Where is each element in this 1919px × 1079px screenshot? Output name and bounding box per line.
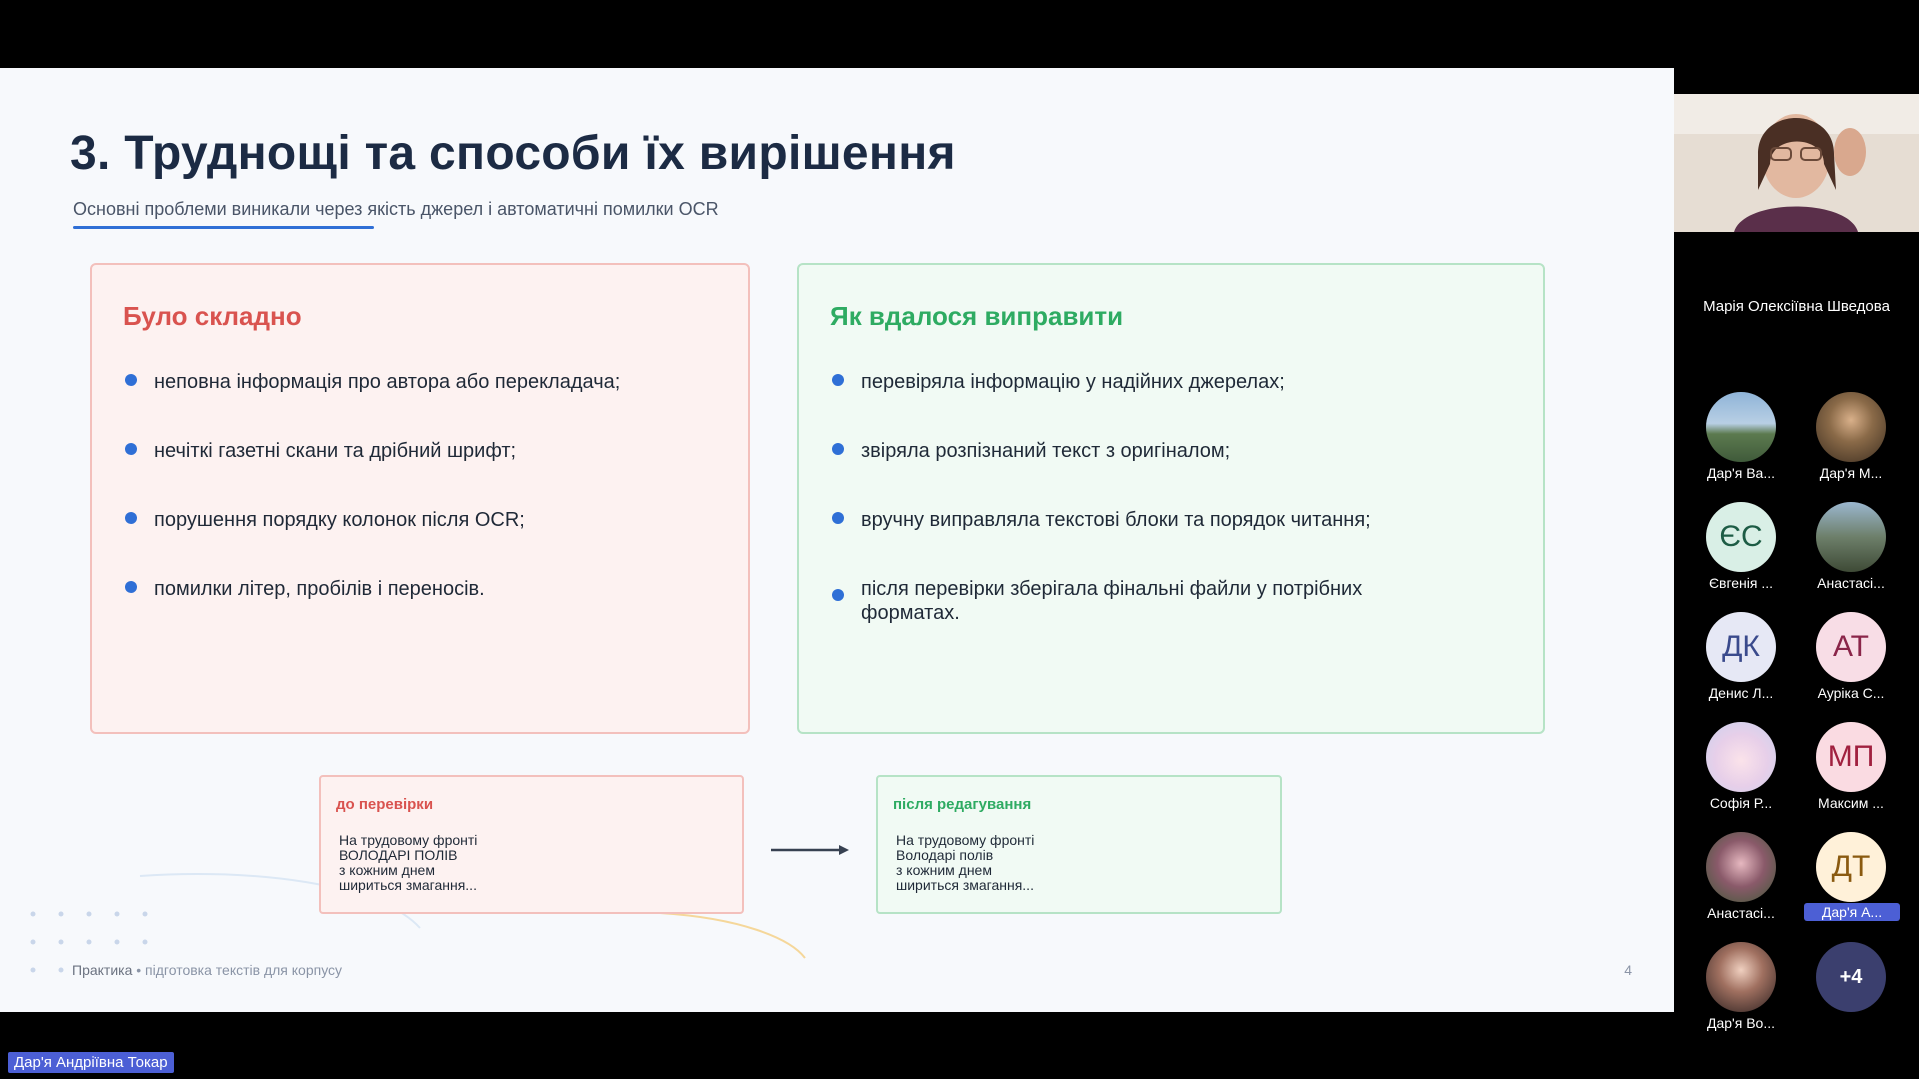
bullet-icon [125,581,137,593]
participant-avatar: ЄС [1706,502,1776,572]
before-line: На трудовому фронті [339,832,478,848]
bullet-icon [125,374,137,386]
shared-slide [0,68,1674,1012]
before-line: з кожним днем [339,862,435,878]
before-text [339,833,477,893]
solution-item [830,370,1513,394]
footer-section: Практика [72,962,133,978]
participant-avatar: ДТ [1816,832,1886,902]
bullet-icon [125,443,137,455]
participant-name: Анастасі... [1707,905,1775,921]
before-sample [319,775,744,914]
solutions-heading: Як вдалося виправити [830,301,1124,331]
solutions-panel [797,263,1545,734]
after-line: з кожним днем [896,862,992,878]
active-speaker-tag: Дар'я Андріївна Токар [8,1052,174,1073]
participant-avatar: МП [1816,722,1886,792]
problems-panel [90,263,750,734]
slide-title: 3. Труднощі та способи їх вирішення [70,127,956,180]
problem-text: нечіткі газетні скани та дрібний шрифт; [154,440,517,462]
participant-name: Денис Л... [1708,685,1774,701]
participant-avatar [1706,392,1776,462]
participant-name: Дар'я М... [1819,465,1883,481]
participant-avatar [1706,942,1776,1012]
after-line: шириться змагання... [896,877,1034,893]
participant-tile[interactable] [1796,722,1906,812]
participant-avatar [1816,502,1886,572]
before-label: до перевірки [336,796,434,813]
participant-tile[interactable] [1686,392,1796,482]
participant-name: Ауріка С... [1817,685,1885,701]
after-label: після редагування [893,796,1032,813]
bullet-icon [832,443,844,455]
problem-text: порушення порядку колонок після OCR; [154,509,525,531]
after-text [896,833,1034,893]
participant-tile[interactable] [1686,502,1796,592]
participant-tile[interactable] [1796,502,1906,592]
bullet-icon [125,512,137,524]
bullet-icon [832,374,844,386]
page-number: 4 [1624,962,1632,978]
solution-text: перевіряла інформацію у надійних джерелах; [861,371,1285,393]
problem-item [123,577,718,601]
participant-avatar [1706,832,1776,902]
bullet-icon [832,589,844,601]
after-sample [876,775,1282,914]
participant-avatar: АТ [1816,612,1886,682]
solutions-list [830,370,1513,670]
participant-tile[interactable] [1796,392,1906,482]
subtitle-underline [73,226,374,229]
arrow-right-icon [771,843,851,857]
problem-item [123,439,718,463]
participant-name: Максим ... [1818,795,1884,811]
participant-avatar [1816,392,1886,462]
problem-item [123,508,718,532]
after-line: Володарі полів [896,847,994,863]
speaker-name: Марія Олексіївна Шведова [1703,298,1890,315]
problems-heading: Було складно [123,301,302,331]
participant-name: Софія Р... [1709,795,1773,811]
problem-text: помилки літер, пробілів і переносів. [154,578,485,600]
solution-text: звіряла розпізнаний текст з оригіналом; [861,440,1231,462]
participant-tile[interactable] [1686,612,1796,702]
participant-name: Дар'я А... [1804,903,1900,921]
before-line: шириться змагання... [339,877,477,893]
more-participants-button[interactable] [1796,942,1906,1032]
bullet-icon [832,512,844,524]
participant-tile[interactable] [1686,832,1796,922]
participant-name: Анастасі... [1817,575,1885,591]
speaker-video[interactable] [1674,94,1919,232]
speaker-video-image [1674,94,1919,232]
more-participants-badge: +4 [1816,942,1886,1012]
solution-item [830,439,1513,463]
participants-sidebar [1674,0,1919,1079]
after-line: На трудовому фронті [896,832,1035,848]
participant-name: Дар'я Ва... [1707,465,1775,481]
participant-avatar [1706,722,1776,792]
participant-tile[interactable] [1796,832,1906,922]
slide-footer [72,962,342,978]
solution-text: після перевірки зберігала фінальні файли у потрібних форматах. [861,578,1363,624]
participant-avatar: ДК [1706,612,1776,682]
participant-tile[interactable] [1686,942,1796,1032]
solution-text: вручну виправляла текстові блоки та порядок читання; [861,509,1371,531]
before-line: ВОЛОДАРІ ПОЛІВ [339,847,458,863]
problem-text: неповна інформація про автора або перекладача; [154,371,621,393]
participant-tile[interactable] [1796,612,1906,702]
footer-topic: • підготовка текстів для корпусу [132,962,343,978]
solution-item [830,508,1513,532]
participant-name: Дар'я Во... [1707,1015,1775,1031]
solution-item [830,577,1513,625]
problems-list [123,370,718,646]
participant-tile[interactable] [1686,722,1796,812]
participant-name: Євгенія ... [1708,575,1774,591]
problem-item [123,370,718,394]
slide-subtitle: Основні проблеми виникали через якість джерел і автоматичні помилки OCR [73,199,719,219]
